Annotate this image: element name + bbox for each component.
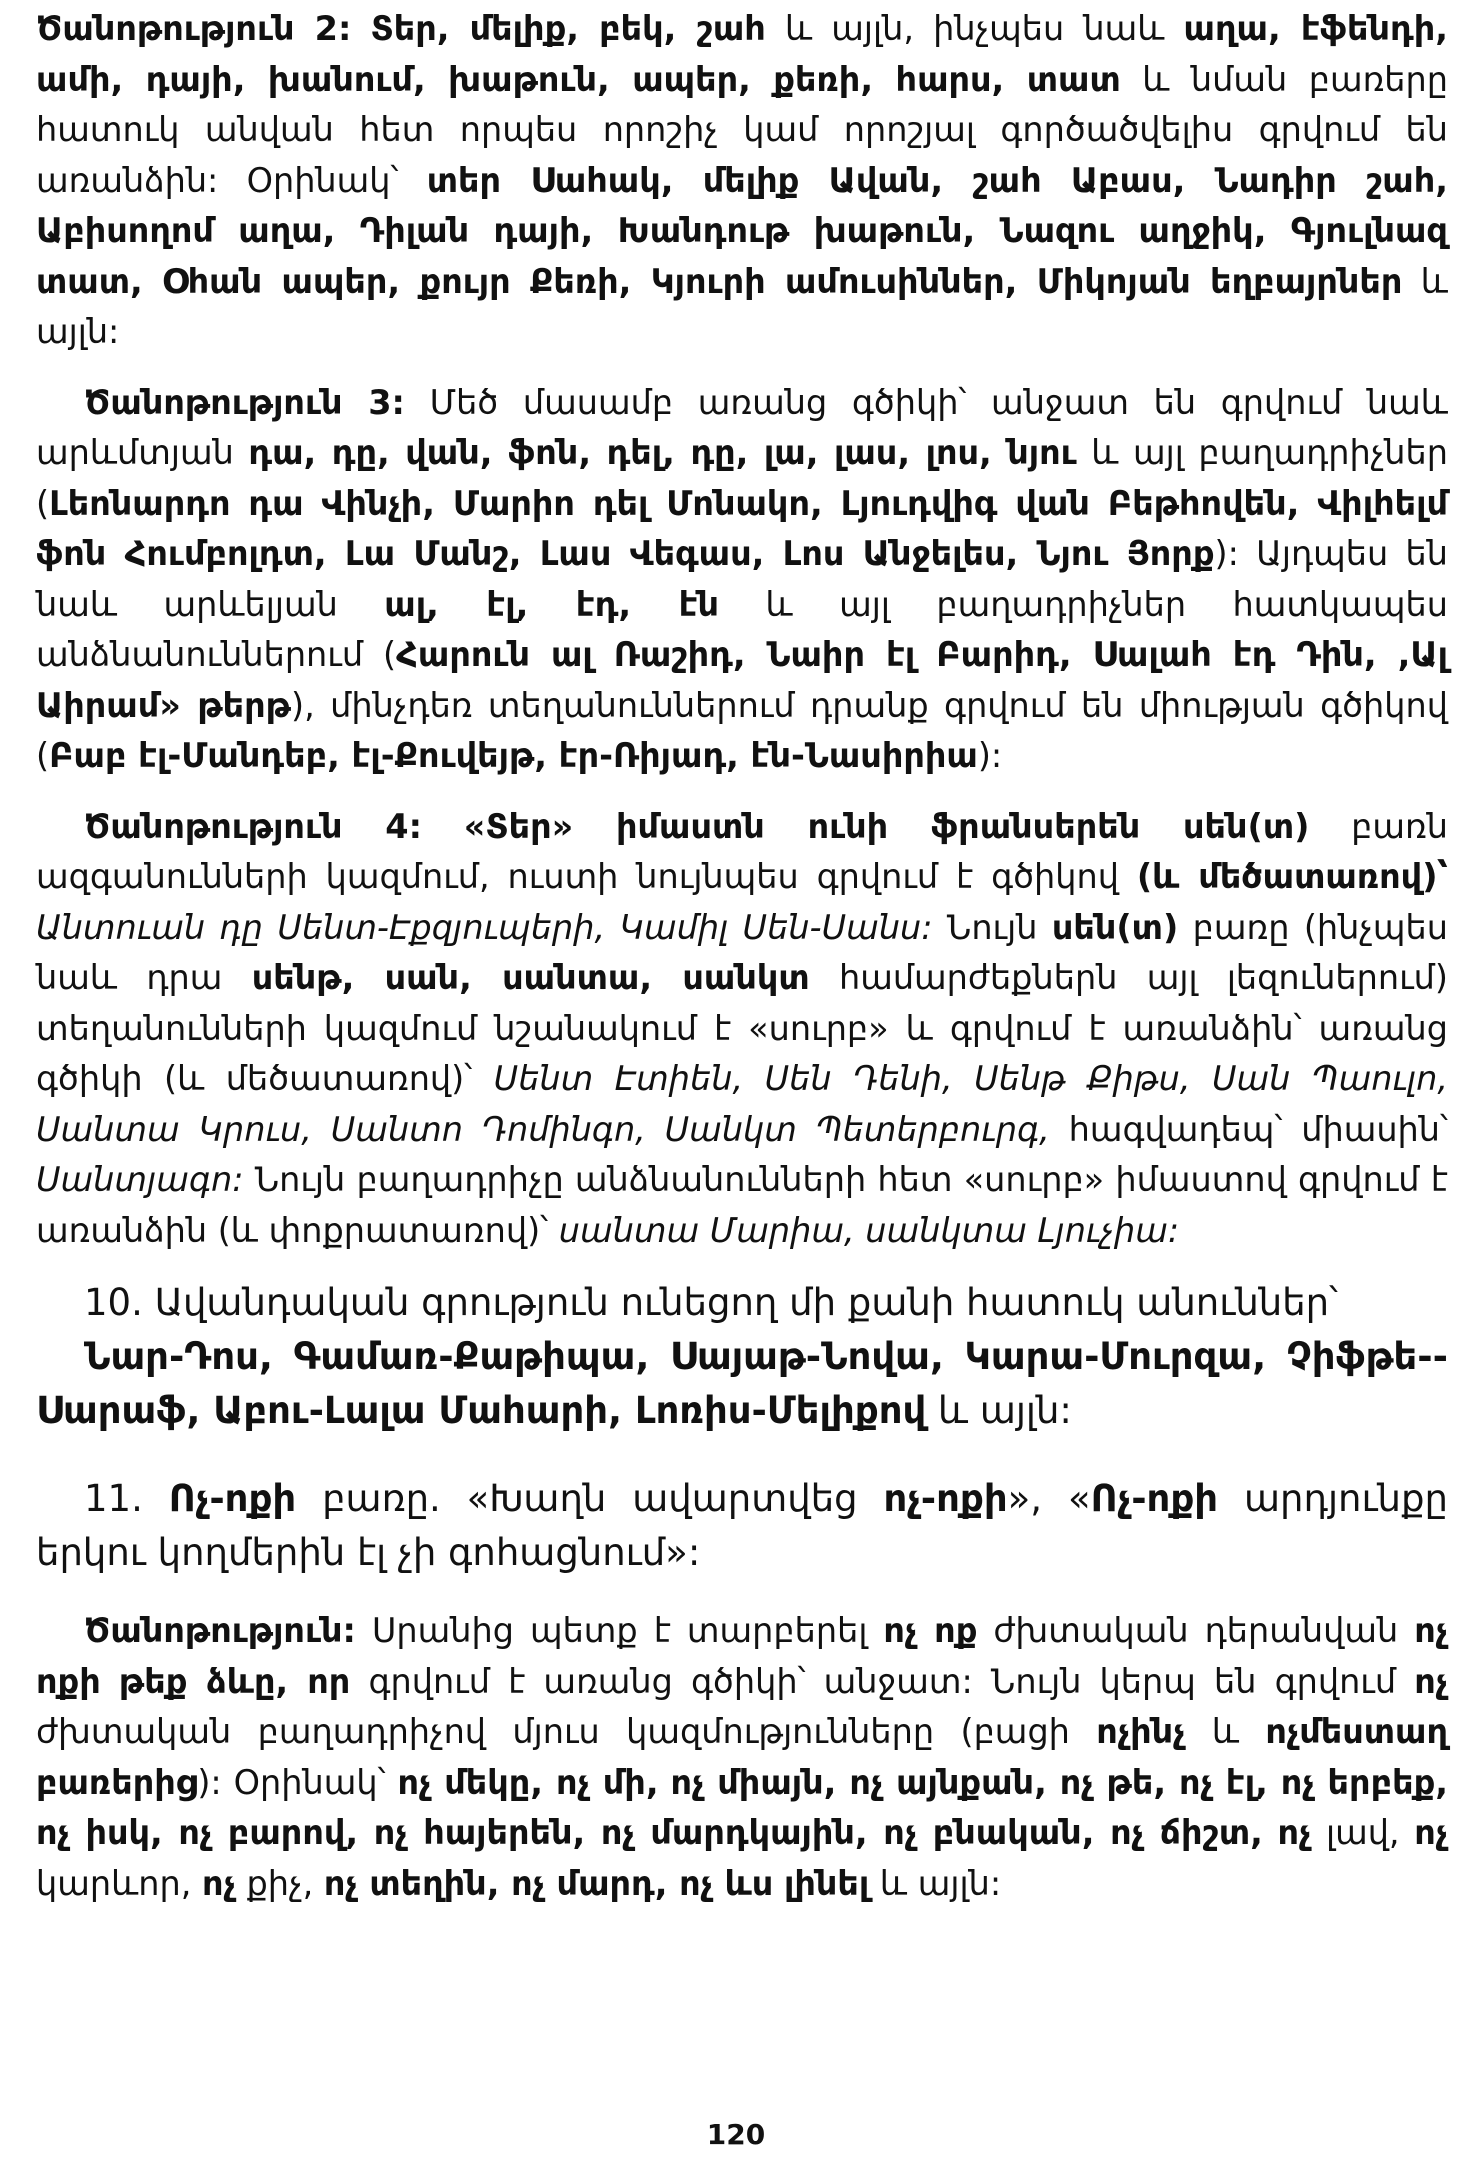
text-segment: ոչ: [1277, 1813, 1312, 1852]
text-segment: ժխտական բաղադրիչով մյուս կազմությունները (բացի: [36, 1712, 1097, 1751]
text-segment: Տեր, մելիք, բեկ, շահ: [370, 9, 766, 48]
text-segment: ):: [977, 736, 1003, 775]
text-segment: գրվում է առանց գծիկի՝ անջատ: Նույն կերպ են գրվում: [350, 1661, 1415, 1701]
text-segment: լինել: [783, 1863, 870, 1903]
text-segment: սենթ, սան, սանտա, սանկտ: [251, 958, 810, 997]
text-segment: Ծանոթություն 3:: [84, 382, 405, 422]
text-segment: և նման բառերը հատուկ անվան հետ որպես որոշիչ կամ որոշյալ գործածվելիս գրվում են առանձին: Օրինակ՝: [36, 59, 1448, 200]
text-segment: և այլն:: [36, 261, 1448, 351]
text-segment: կարևոր,: [36, 1863, 203, 1903]
text-segment: լավ,: [1311, 1813, 1415, 1852]
text-segment: Սանտյագո:: [36, 1160, 244, 1199]
text-segment: բառը (ինչպես նաև դրա: [36, 907, 1448, 997]
text-segment: Բաբ էլ-Մանդեբ, էլ-Քուվեյթ, էր-Ռիյադ, էն-Նասիրիա: [49, 736, 978, 775]
text-segment: «Տեր» իմաստն ունի ֆրանսերեն սեն(տ): [463, 806, 1310, 846]
text-segment: ոչինչ: [1096, 1712, 1186, 1751]
text-segment: ), մինչդեռ տեղանուններում դրանք գրվում են միության գծիկով (: [36, 685, 1448, 775]
text-segment: ոչ մեկը, ոչ մի,: [397, 1762, 659, 1802]
text-segment: ոչ միայն, ոչ այնքան, ոչ թե, ոչ էլ, ոչ երբեք, ոչ իսկ, ոչ բարով, ոչ հայերեն, ոչ մարդկային, ոչ բնական, ոչ ճիշտ,: [36, 1762, 1448, 1852]
text-segment: Հարուն ալ Ռաշիդ, Նաիր էլ Բարիդ, Սալահ էդ Դին, ,Ալ Աիրամ» թերթ: [36, 635, 1448, 725]
text-segment: աղա, էֆենդի, ամի, դայի, խանում, խաթուն, ապեր, քեռի, հարս, տատ: [36, 9, 1448, 99]
text-segment: բառը. «Խաղն ավարտվեց: [296, 1477, 884, 1520]
text-segment: ոչ-ոքի: [883, 1477, 1008, 1520]
text-segment: ալ, էլ, էդ, էն: [384, 584, 720, 624]
item-10: [36, 1276, 1448, 1438]
text-segment: ): Այդպես են նաև արևելյան: [36, 534, 1448, 624]
text-segment: և այլ բաղադրիչներ հատկապես անձնանուններում (: [36, 584, 1448, 674]
text-segment: ժխտական դերանվան: [977, 1611, 1415, 1650]
text-segment: Ոչ-ոքի: [1090, 1477, 1219, 1520]
text-segment: Սրանից պետք է տարբերել: [355, 1611, 884, 1650]
item-10-heading: 10. Ավանդական գրություն ունեցող մի քանի հատուկ անուններ՝: [84, 1281, 1338, 1324]
text-segment: և այլ բաղադրիչներ (: [36, 433, 1448, 523]
text-segment: Ծանոթություն 4:: [84, 806, 422, 846]
text-segment: արդյունքը երկու կողմերին էլ չի գոհացնում»:: [36, 1477, 1448, 1574]
text-segment: ): Օրինակ՝: [197, 1762, 398, 1802]
text-segment: [773, 1864, 784, 1903]
text-segment: հագվադեպ՝ միասին՝: [1049, 1109, 1448, 1149]
text-segment: Ծանոթություն:: [84, 1611, 356, 1650]
text-segment: [101, 1662, 119, 1701]
text-segment: և: [1185, 1712, 1266, 1751]
text-segment: [1263, 1813, 1278, 1852]
text-segment: տեր Սահակ, մելիք Ավան, շահ Աբաս, Նադիր շահ, Աբիսողոմ աղա, Դիլան դայի, Խանդութ խաթուն, Նազու աղջիկ, Գյուլնազ տատ, Օհան ապեր, քույր Քեռի, Կյուրի ամուսիններ, Միկոյան եղբայրներ: [36, 160, 1448, 301]
text-segment: Անտուան դը Սենտ-Էքզյուպերի, Կամիլ Սեն-Սանս:: [36, 907, 933, 947]
text-segment: և այլն, ինչպես նաև: [765, 9, 1184, 48]
text-segment: Ոչ-ոքի: [168, 1477, 297, 1520]
text-segment: [351, 9, 370, 48]
text-segment: համարժեքներն այլ լեզուներում) տեղանունների կազմում նշանակում է «սուրբ» և գրվում է առանձին՝ առանց գծիկի (և մեծատառով)՝: [36, 958, 1448, 1098]
text-segment: [659, 1763, 671, 1802]
item-10-tail: և այլն:: [926, 1389, 1072, 1432]
text-segment: Նույն: [932, 907, 1052, 947]
text-segment: ոչ ոք: [883, 1611, 978, 1650]
text-segment: Ծանոթություն 2:: [36, 9, 352, 48]
text-segment: դա, դը, վան, ֆոն, դել, դը, լա, լաս, լոս, նյու: [248, 433, 1077, 472]
item-10-names: [36, 1330, 1448, 1438]
text-segment: ոչմեստաղ բառերից: [36, 1712, 1449, 1802]
note-2-paragraph: [36, 4, 1448, 358]
text-segment: ոչ: [1414, 1813, 1449, 1852]
note-3-paragraph: [36, 378, 1448, 782]
text-segment: ոչ ոքի: [36, 1611, 1448, 1701]
text-segment: [422, 807, 464, 846]
item-10-names-text: Նար-Դոս, Գամառ-Քաթիպա, Սայաթ-Նովա, Կարա-Մուրզա, Չիֆթե--Սարաֆ, Աբու-Լալա Մահարի, Լոռիս-Մելիքով: [36, 1335, 1448, 1432]
text-segment: (և մեծատառով)՝: [1136, 857, 1448, 896]
text-segment: Սենտ Էտիեն, Սեն Դենի, Սենթ Քիթս, Սան Պաուլո, Սանտա Կրուս, Սանտո Դոմինգո, Սանկտ Պետերբուրգ,: [36, 1059, 1449, 1149]
note-4-paragraph: [36, 802, 1448, 1257]
text-segment: բառն ազգանունների կազմում, ուստի նույնպես գրվում է գծիկով: [36, 806, 1448, 896]
text-segment: սանտա Մարիա, սանկտա Լյուչիա:: [558, 1210, 1180, 1250]
text-segment: Մեծ մասամբ առանց գծիկի՝ անջատ են գրվում նաև արևմտյան: [36, 382, 1448, 472]
item-11-paragraph: [36, 1472, 1448, 1580]
text-segment: ոչ: [202, 1863, 236, 1903]
text-segment: թեք ձևը, որ: [118, 1661, 351, 1701]
text-segment: Նույն բաղադրիչը անձնանունների հետ «սուրբ» իմաստով գրվում է առանձին (և փոքրատառով)՝: [36, 1160, 1448, 1250]
note-last-paragraph: [36, 1606, 1448, 1909]
text-segment: Լեոնարդո դա Վինչի, Մարիո դել Մոնակո, Լյուդվիգ վան Բեթհովեն, Վիլհելմ ֆոն Հումբոլդտ, Լա Մանշ, Լաս Վեգաս, Լոս Անջելես, Նյու Յորք: [36, 483, 1448, 573]
text-segment: », «: [1007, 1477, 1091, 1520]
text-segment: քիչ,: [235, 1863, 324, 1903]
text-segment: 11.: [84, 1477, 169, 1520]
page-number: 120: [706, 2118, 766, 2151]
text-segment: ոչ: [1414, 1661, 1449, 1701]
text-segment: ոչ տեղին, ոչ մարդ, ոչ ևս: [323, 1863, 774, 1903]
text-segment: սեն(տ): [1051, 907, 1179, 947]
text-segment: և այլն:: [869, 1863, 1002, 1903]
